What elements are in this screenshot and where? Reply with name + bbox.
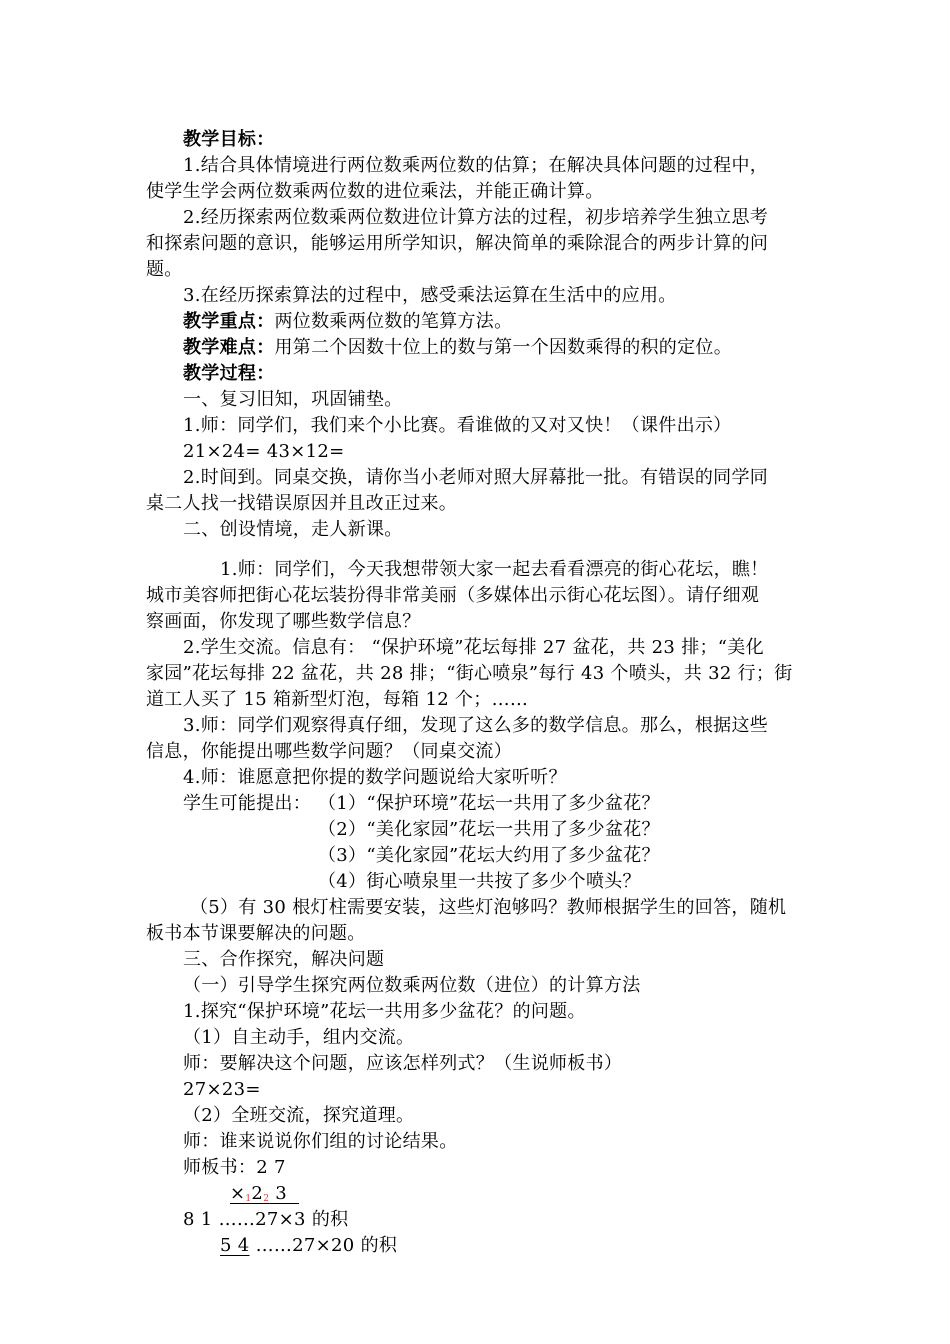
- board-multiplier-tens: 2: [251, 1183, 264, 1204]
- board-partial-row-2: [220, 1234, 397, 1258]
- section-3-p4: （2）全班交流，探究道理。: [183, 1105, 415, 1126]
- difficult-point: [183, 336, 732, 360]
- board-carry-2: 2: [263, 1194, 270, 1204]
- board-times-sign: ×: [230, 1183, 246, 1204]
- student-question-2: （2）“美化家园”花坛一共用了多少盆花？: [318, 819, 660, 840]
- board-label: 师板书：: [183, 1157, 257, 1178]
- goal-3: 3.在经历探索算法的过程中，感受乘法运算在生活中的应用。: [183, 285, 677, 306]
- board-partial-1-digits: 8 1: [183, 1209, 213, 1230]
- board-partial-row-1: [183, 1208, 348, 1232]
- section-3-p3: 师：要解决这个问题，应该怎样列式？（生说师板书）: [183, 1053, 623, 1074]
- section-3-title: 三、合作探究，解决问题: [183, 949, 385, 970]
- key-point-label: 教学重点：: [183, 311, 275, 332]
- board-multiplier-row: [230, 1182, 299, 1211]
- goal-2-line-1: 2.经历探索两位数乘两位数进位计算方法的过程，初步培养学生独立思考: [183, 207, 769, 228]
- student-questions-lead: 学生可能提出：: [183, 793, 312, 814]
- key-point-text: 两位数乘两位数的笔算方法。: [274, 311, 513, 332]
- board-partial-2-digits: 5 4: [220, 1235, 250, 1256]
- section-2-p1-line-2: 城市美容师把街心花坛装扮得非常美丽（多媒体出示街心花坛图）。请仔细观: [146, 585, 760, 606]
- section-1-title: 一、复习旧知，巩固铺垫。: [183, 389, 403, 410]
- board-multiplicand: 2 7: [256, 1157, 286, 1178]
- process-title: 教学过程：: [183, 363, 275, 384]
- section-3-p1: 1.探究“保护环境”花坛一共用多少盆花？的问题。: [183, 1001, 586, 1022]
- section-2-p1-line-3: 察画面，你发现了哪些数学信息？: [146, 611, 421, 632]
- section-3-p5: 师：谁来说说你们组的讨论结果。: [183, 1131, 458, 1152]
- board-multiplier-ones: 3: [269, 1183, 287, 1204]
- student-question-1: （1）“保护环境”花坛一共用了多少盆花？: [318, 793, 660, 814]
- goals-title: 教学目标：: [183, 129, 275, 150]
- section-2-p2-line-2: 家园”花坛每排 22 盆花，共 28 排；“街心喷泉”每行 43 个喷头，共 32 行；街: [146, 663, 793, 684]
- student-question-5-line-1: （5）有 30 根灯柱需要安装，这些灯泡够吗？教师根据学生的回答，随机: [190, 897, 787, 918]
- section-1-p2-line-1: 2.时间到。同桌交换，请你当小老师对照大屏幕批一批。有错误的同学同: [183, 467, 769, 488]
- goal-1-line-2: 使学生学会两位数乘两位数的进位乘法，并能正确计算。: [146, 181, 604, 202]
- student-question-5-line-2: 板书本节课要解决的问题。: [146, 923, 366, 944]
- section-1-p1: 1.师：同学们，我们来个小比赛。看谁做的又对又快！（课件出示）: [183, 415, 732, 436]
- student-question-4: （4）街心喷泉里一共按了多少个喷头？: [318, 871, 641, 892]
- board-partial-1-note: ……27×3 的积: [218, 1209, 349, 1230]
- goal-2-line-3: 题。: [146, 259, 183, 280]
- section-2-p3-line-2: 信息，你能提出哪些数学问题？（同桌交流）: [146, 741, 512, 762]
- section-2-p2-line-3: 道工人买了 15 箱新型灯泡，每箱 12 个；……: [146, 689, 529, 710]
- difficult-point-label: 教学难点：: [183, 337, 275, 358]
- difficult-point-text: 用第二个因数十位上的数与第一个因数乘得的积的定位。: [274, 337, 732, 358]
- section-3-calc: 27×23=: [183, 1079, 261, 1100]
- section-2-p3-line-1: 3.师：同学们观察得真仔细，发现了这么多的数学信息。那么，根据这些: [183, 715, 769, 736]
- section-1-calc: 21×24= 43×12=: [183, 441, 345, 462]
- board-writing-top: [183, 1156, 286, 1180]
- goal-1-line-1: 1.结合具体情境进行两位数乘两位数的估算；在解决具体问题的过程中，: [183, 155, 769, 176]
- section-1-p2-line-2: 桌二人找一找错误原因并且改正过来。: [146, 493, 458, 514]
- section-2-title: 二、创设情境，走人新课。: [183, 519, 403, 540]
- section-3-subtitle: （一）引导学生探究两位数乘两位数（进位）的计算方法: [183, 975, 641, 996]
- section-2-p4: 4.师：谁愿意把你提的数学问题说给大家听听？: [183, 767, 567, 788]
- section-3-p2: （1）自主动手，组内交流。: [183, 1027, 415, 1048]
- key-point: [183, 310, 512, 334]
- section-2-p2-line-1: 2.学生交流。信息有： “保护环境”花坛每排 27 盆花，共 23 排；“美化: [183, 637, 764, 658]
- board-partial-2-note: ……27×20 的积: [255, 1235, 398, 1256]
- section-2-p1-line-1: 1.师：同学们，今天我想带领大家一起去看看漂亮的街心花坛，瞧！: [220, 559, 769, 580]
- board-carry-1: 1: [245, 1194, 252, 1204]
- student-question-3: （3）“美化家园”花坛大约用了多少盆花？: [318, 845, 660, 866]
- goal-2-line-2: 和探索问题的意识，能够运用所学知识，解决简单的乘除混合的两步计算的问: [146, 233, 769, 254]
